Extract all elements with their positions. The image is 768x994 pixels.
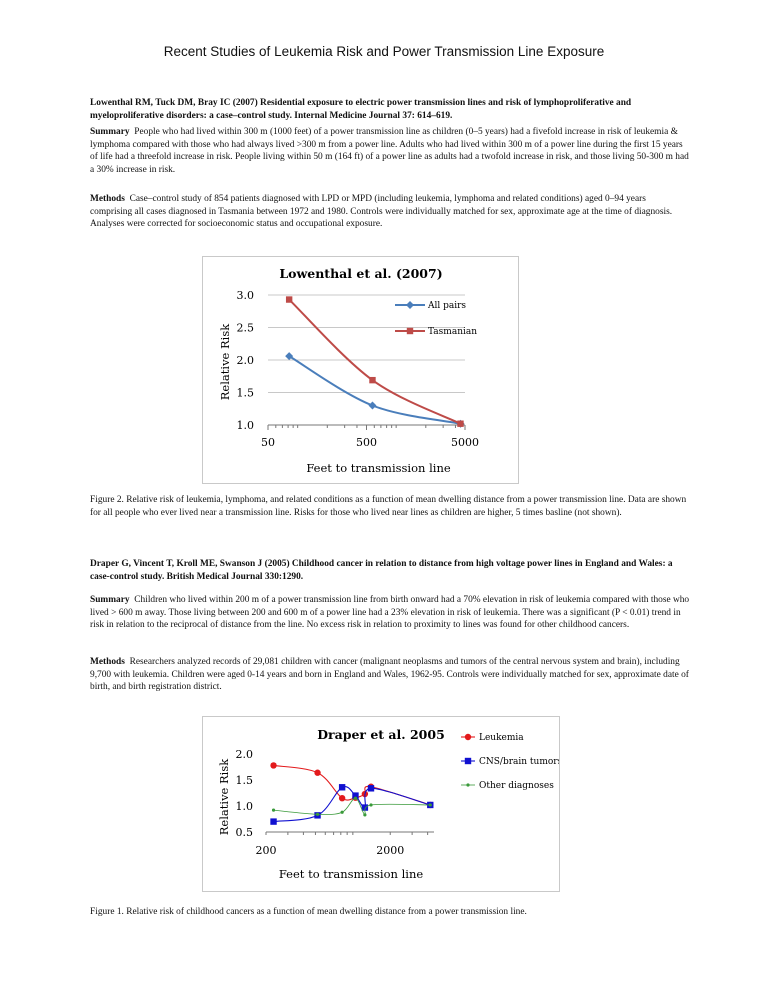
data-point (457, 421, 463, 427)
study1-summary-label: Summary (90, 127, 130, 137)
y-tick-label: 2.0 (236, 354, 254, 367)
data-point (270, 762, 276, 768)
data-point (341, 811, 344, 814)
x-axis-label: Feet to transmission line (278, 867, 424, 881)
study1-methods-text: Case–control study of 854 patients diagnosed with LPD or MPD (including leukemia, lymphoma and related conditions) aged 0–94 years comprising all cases diagnosed in Tasmania between 1972 and 1980. Controls were individually matched for sex, approximate age at the time of diagnosis. Analyses were corrected for socioeconomic status and occupational exposure. (90, 194, 673, 230)
study2-methods-text: Researchers analyzed records of 29,081 children with cancer (malignant neoplasms and tumors of the central nervous system and brain), including 9,700 with leukemia. Children were aged 0-14 years and born in England and Wales, 1962-95. Controls were individually matched for sex, approximate date of birth, and birth registration district. (90, 657, 689, 693)
study2-summary-label: Summary (90, 595, 130, 605)
legend-marker (407, 328, 413, 334)
data-point (272, 809, 275, 812)
data-point (369, 803, 372, 806)
data-point (429, 803, 432, 806)
study2-summary (90, 594, 690, 632)
y-tick-label: 3.0 (236, 289, 254, 302)
x-tick-label: 50 (261, 436, 275, 449)
data-point (316, 813, 319, 816)
y-tick-label: 1.0 (235, 800, 253, 813)
y-tick-label: 2.0 (235, 748, 253, 761)
legend-label: CNS/brain tumors (479, 757, 559, 767)
data-point (339, 784, 345, 790)
data-point (339, 795, 345, 801)
lowenthal-chart (202, 256, 519, 484)
data-point (314, 770, 320, 776)
x-axis-label: Feet to transmission line (306, 461, 451, 475)
y-tick-label: 0.5 (235, 826, 253, 839)
legend-label: All pairs (428, 301, 467, 311)
data-point (368, 402, 376, 410)
y-tick-label: 1.0 (236, 419, 254, 432)
data-point (363, 813, 366, 816)
data-point (368, 785, 374, 791)
legend-marker (406, 301, 414, 309)
data-point (369, 377, 375, 383)
study2-methods (90, 656, 690, 694)
series-line (274, 765, 431, 805)
data-point (270, 818, 276, 824)
data-point (354, 797, 357, 800)
legend-label: Tasmanian (428, 327, 478, 337)
legend-label: Other diagnoses (479, 781, 554, 791)
y-tick-label: 1.5 (236, 386, 254, 400)
figure1-caption: Figure 1. Relative risk of childhood cancers as a function of mean dwelling distance from a power transmission line. (90, 907, 527, 917)
study1-summary-text: People who had lived within 300 m (1000 feet) of a power transmission line as children (0–5 years) had a fivefold increase in risk of leukemia & lymphoma compared with those who had always lived >300 m from a power line. Adults who had lived within 300 m of a power line during the first 15 years of life had a threefold increase in risk. People living within 50 m (164 ft) of a power line as adults had a twofold increase in risk, and those living 50-300 m had a 30% increase in risk. (90, 127, 689, 175)
legend-marker (465, 758, 471, 764)
legend-label: Leukemia (479, 733, 524, 743)
series-line (274, 787, 431, 822)
study2-reference: Draper G, Vincent T, Kroll ME, Swanson J (2005) Childhood cancer in relation to distance from high voltage power lines in England and Wales: a case-control study. British Medical Journal 330:1290. (90, 559, 673, 582)
draper-chart-svg (203, 717, 559, 891)
x-tick-label: 200 (255, 844, 277, 857)
study2-summary-text: Children who lived within 200 m of a power transmission line from birth onward had a 70% elevation in risk of leukemia compared with those who lived > 600 m away. Those living between 200 and 600 m of a power line had a 23% elevation in risk of leukemia. There was a significant (P < 0.01) trend in risk in relation to the reciprocal of distance from the line. No excess risk in relation to proximity to lines was found for other childhood cancers. (90, 595, 690, 631)
document-title: Recent Studies of Leukemia Risk and Power Transmission Line Exposure (163, 44, 605, 59)
chart-title: Draper et al. 2005 (317, 727, 445, 742)
study1-methods-label: Methods (90, 194, 125, 204)
x-tick-label: 500 (356, 436, 377, 449)
data-point (286, 296, 292, 302)
y-tick-label: 1.5 (235, 774, 253, 787)
legend-marker (466, 783, 469, 786)
x-tick-label: 2000 (376, 844, 405, 857)
legend-marker (465, 734, 471, 740)
y-axis-label: Relative Risk (218, 323, 232, 401)
chart-title: Lowenthal et al. (2007) (279, 266, 443, 281)
study1-methods (90, 193, 690, 231)
x-tick-label: 5000 (451, 436, 479, 449)
study1-summary (90, 126, 690, 176)
y-tick-label: 2.5 (236, 321, 254, 335)
study2-methods-label: Methods (90, 657, 125, 667)
figure2-caption: Figure 2. Relative risk of leukemia, lymphoma, and related conditions as a function of mean dwelling distance from a power transmission line. Data are shown for all people who ever lived near a transmission line. Risks for those who lived near lines as children are higher, 5 times basline (not shown). (90, 495, 687, 518)
y-axis-label: Relative Risk (217, 758, 231, 836)
study1-reference: Lowenthal RM, Tuck DM, Bray IC (2007) Residential exposure to electric power transmission lines and risk of lymphoproliferative and myeloproliferative disorders: a case–control study. Internal Medicine Journal 37: 614–619. (90, 98, 632, 121)
series-line (274, 798, 431, 815)
lowenthal-chart-svg (203, 257, 518, 483)
draper-chart (202, 716, 560, 892)
